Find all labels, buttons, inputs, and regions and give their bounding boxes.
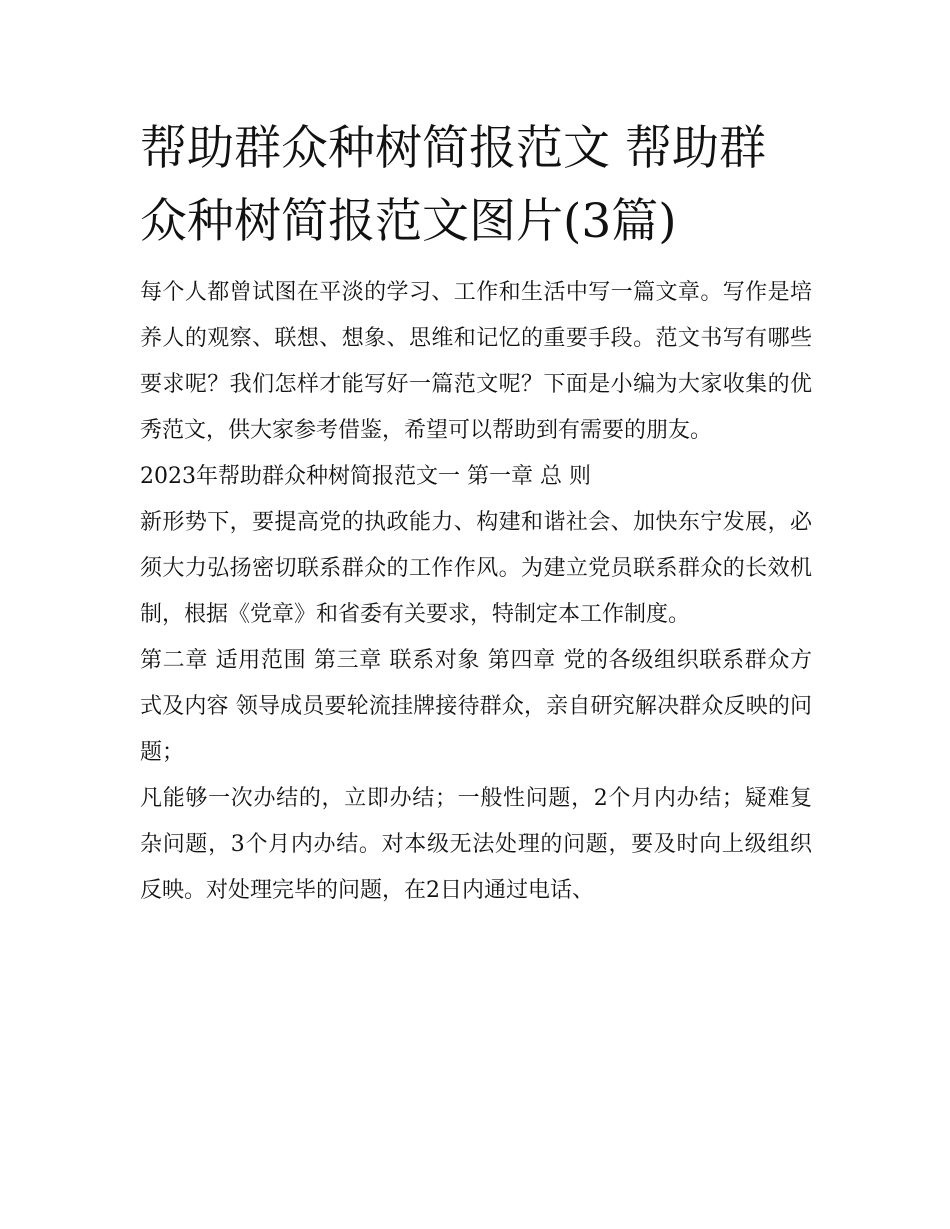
document-page bbox=[140, 112, 812, 914]
document-title bbox=[140, 112, 812, 258]
body-paragraph-1: 新形势下，要提高党的执政能力、构建和谐社会、加快东宁发展，必须大力弘扬密切联系群众的工作作风。为建立党员联系群众的长效机制，根据《党章》和省委有关要求，特制定本工作制度。 bbox=[140, 510, 812, 627]
body-paragraph-2: 第二章 适用范围 第三章 联系对象 第四章 党的各级组织联系群众方式及内容 领导成员要轮流挂牌接待群众，亲自研究解决群众反映的问题； bbox=[140, 648, 812, 765]
intro-paragraph: 每个人都曾试图在平淡的学习、工作和生活中写一篇文章。写作是培养人的观察、联想、想象、思维和记忆的重要手段。范文书写有哪些要求呢？我们怎样才能写好一篇范文呢？下面是小编为大家收集的优秀范文，供大家参考借鉴，希望可以帮助到有需要的朋友。 bbox=[140, 280, 812, 443]
section-heading: 2023年帮助群众种树简报范文一 第一章 总 则 bbox=[140, 464, 591, 489]
title-line-2: 众种树简报范文图片(3篇) bbox=[140, 194, 677, 249]
title-line-1: 帮助群众种树简报范文 帮助群 bbox=[140, 121, 766, 176]
body-paragraph-3: 凡能够一次办结的，立即办结；一般性问题，2个月内办结；疑难复杂问题，3个月内办结。对本级无法处理的问题，要及时向上级组织反映。对处理完毕的问题，在2日内通过电话、 bbox=[140, 786, 812, 903]
